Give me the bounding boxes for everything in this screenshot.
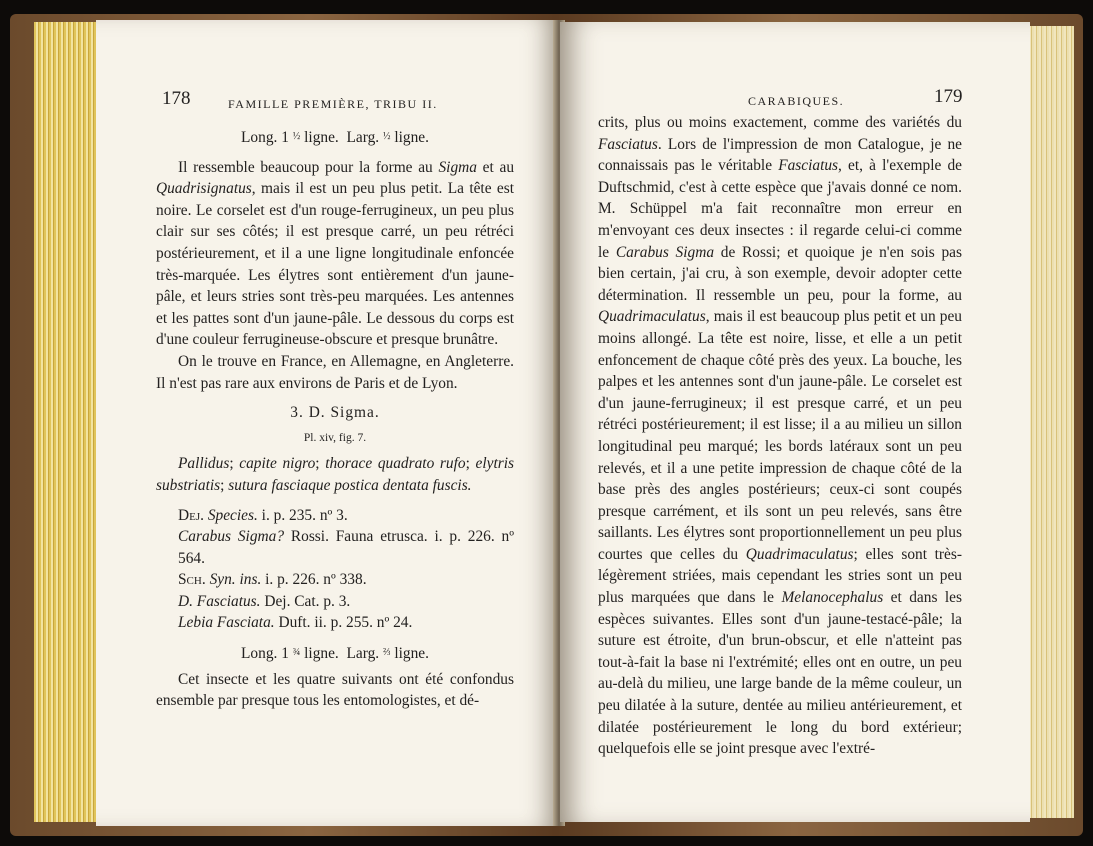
- left-page-number: 178: [162, 88, 191, 109]
- right-page-number: 179: [934, 86, 963, 107]
- left-text-block: [156, 126, 514, 712]
- plate-reference: Pl. xiv, fig. 7.: [303, 431, 367, 444]
- measurement-line-top: Long. 1 ½ ligne. Larg. ½ ligne.: [241, 129, 429, 146]
- habitat-paragraph: On le trouve en France, en Allemagne, en Angleterre. Il n'est pas rare aux environs de Paris et de Lyon.: [156, 352, 514, 392]
- right-text-block: [598, 112, 962, 760]
- page-edges-right: [1024, 26, 1074, 818]
- reference-item: Carabus Sigma? Rossi. Fauna etrusca. i. p. 226. nº 564.: [178, 528, 514, 567]
- left-running-head: FAMILLE PREMIÈRE, TRIBU II.: [228, 97, 438, 111]
- description-paragraph: Il ressemble beaucoup pour la forme au Sigma et au Quadrisignatus, mais il est un peu plus petit. La tête est noire. Le corselet est d'un rouge-ferrugineux, un peu plus clair sur ses côtés; il est presque carré, un peu rétréci postérieurement, et il a une ligne longitudinale enfoncée très-marquée. Les élytres sont entièrement d'un jaune-pâle, et leurs stries sont très-peu marquées. Les antennes et les pattes sont d'un jaune-pâle. Le dessous du corps est d'une couleur ferrugineuse-obscure et presque brunâtre.: [156, 158, 515, 349]
- right-page: [560, 22, 1030, 822]
- body-paragraph: crits, plus ou moins exactement, comme des variétés du Fasciatus. Lors de l'impression de mon Catalogue, je ne connaissais pas le véritable Fasciatus, et, à l'exemple de Duftschmid, c'est à cette espèce que j'avais donné ce nom. M. Schüppel m'a fait reconnaître mon erreur en m'envoyant ces deux insectes : il regarde celui-ci comme le Carabus Sigma de Rossi; et quoique je n'en sois pas bien certain, j'ai cru, à son exemple, devoir adopter cette détermination. Il ressemble un peu, pour la forme, au Quadrimaculatus, mais il est beaucoup plus petit et un peu moins allongé. La tête est noire, lisse, et elle a un petit enfoncement de chaque côté près des yeux. La bouche, les palpes et les antennes sont d'un jaune-pâle. Le corselet est d'un jaune-ferrugineux; il est presque carré, et un peu rétréci postérieurement; il est lisse; il a au milieu un sillon longitudinal peu marqué; les bords latéraux sont un peu relevés, et il a une petite impression de chaque côté de la base près des angles postérieurs; ceux-ci sont coupés presque carrément, et ils sont un peu relevés, sans être saillants. Les élytres sont proportionnellement un peu plus courtes que celles du Quadrimaculatus; elles sont très-légèrement striées, mais cependant les stries sont un peu plus marquées que dans le Melanocephalus et dans les espèces suivantes. Elles sont d'un jaune-testacé-pâle; la suture est étroite, d'un brun-obscur, et elle n'atteint pas tout-à-fait la base ni l'extrémité; elles ont en outre, un peu au-delà du milieu, une large bande de la même couleur, un peu dilatée à la suture, dentée au milieu antérieurement, et dilatée postérieurement le long du bord extérieur; quelquefois elle se joint presque avec l'extré-: [598, 114, 963, 758]
- reference-item: Sch. Syn. ins. i. p. 226. nº 338.: [178, 571, 367, 589]
- latin-diagnosis: Pallidus; capite nigro; thorace quadrato rufo; elytris substriatis; sutura fasciaque postica dentata fuscis.: [156, 455, 514, 494]
- closing-paragraph: Cet insecte et les quatre suivants ont été confondus ensemble par presque tous les entomologistes, et dé-: [156, 670, 514, 710]
- reference-item: Dej. Species. i. p. 235. nº 3.: [178, 506, 348, 524]
- species-title: 3. D. Sigma.: [290, 404, 380, 422]
- reference-item: D. Fasciatus. Dej. Cat. p. 3.: [178, 592, 351, 610]
- left-page: [96, 20, 558, 826]
- reference-item: Lebia Fasciata. Duft. ii. p. 255. nº 24.: [178, 614, 413, 632]
- page-edges-left: [34, 22, 104, 822]
- right-running-head: CARABIQUES.: [748, 94, 845, 108]
- measurement-line-bottom: Long. 1 ¾ ligne. Larg. ⅔ ligne.: [241, 645, 429, 663]
